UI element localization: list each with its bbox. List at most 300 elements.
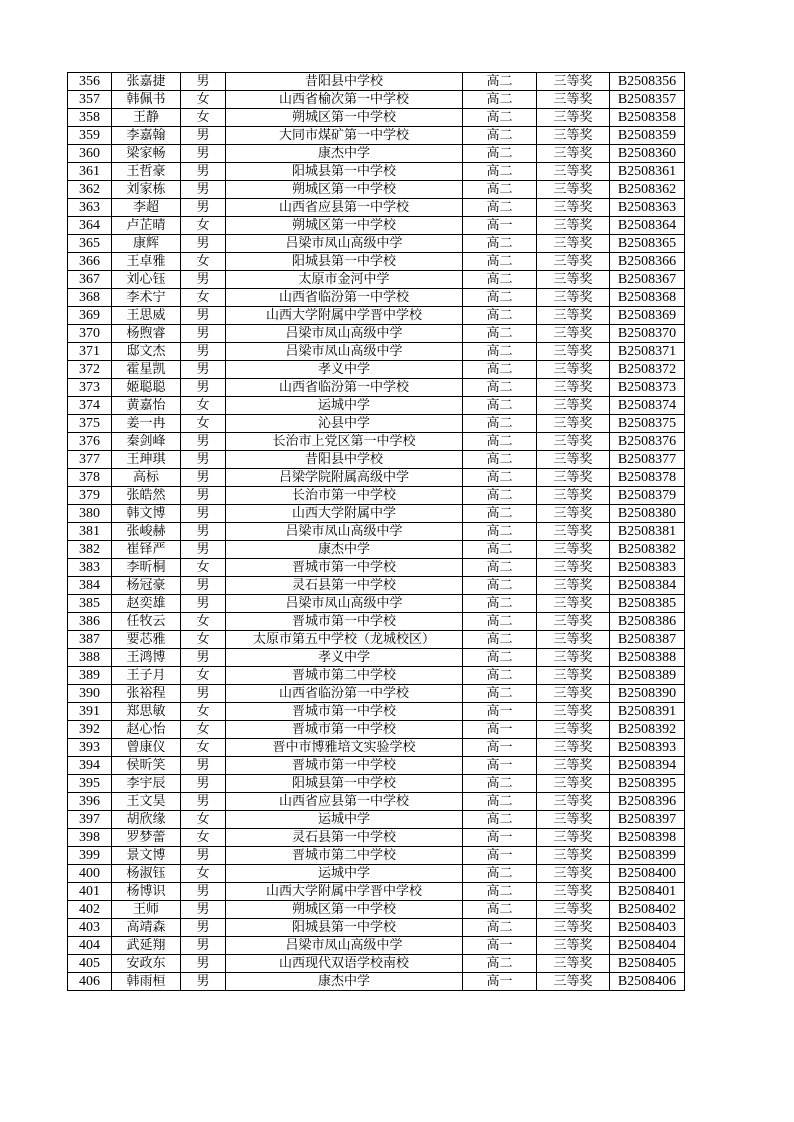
award-cell: 三等奖	[537, 577, 610, 595]
award-cell: 三等奖	[537, 883, 610, 901]
school-cell: 阳城县第一中学校	[226, 775, 463, 793]
gender-cell: 男	[181, 937, 226, 955]
name-cell: 王文昊	[112, 793, 181, 811]
school-cell: 晋城市第二中学校	[226, 847, 463, 865]
gender-cell: 女	[181, 811, 226, 829]
certificate-cell: B2508356	[610, 73, 685, 91]
rank-cell: 401	[68, 883, 112, 901]
certificate-cell: B2508393	[610, 739, 685, 757]
award-cell: 三等奖	[537, 739, 610, 757]
certificate-cell: B2508403	[610, 919, 685, 937]
gender-cell: 女	[181, 703, 226, 721]
certificate-cell: B2508396	[610, 793, 685, 811]
rank-cell: 405	[68, 955, 112, 973]
award-cell: 三等奖	[537, 487, 610, 505]
gender-cell: 女	[181, 631, 226, 649]
name-cell: 黄嘉怡	[112, 397, 181, 415]
gender-cell: 女	[181, 613, 226, 631]
school-cell: 山西大学附属中学晋中学校	[226, 307, 463, 325]
table-row	[68, 433, 685, 451]
grade-cell: 高二	[463, 865, 537, 883]
grade-cell: 高二	[463, 181, 537, 199]
certificate-cell: B2508368	[610, 289, 685, 307]
school-cell: 山西大学附属中学	[226, 505, 463, 523]
name-cell: 王珅琪	[112, 451, 181, 469]
school-cell: 灵石县第一中学校	[226, 577, 463, 595]
gender-cell: 男	[181, 271, 226, 289]
rank-cell: 360	[68, 145, 112, 163]
grade-cell: 高二	[463, 541, 537, 559]
gender-cell: 男	[181, 343, 226, 361]
table-row	[68, 937, 685, 955]
name-cell: 姬聪聪	[112, 379, 181, 397]
certificate-cell: B2508378	[610, 469, 685, 487]
grade-cell: 高二	[463, 91, 537, 109]
name-cell: 王哲豪	[112, 163, 181, 181]
gender-cell: 女	[181, 667, 226, 685]
name-cell: 曾康仪	[112, 739, 181, 757]
grade-cell: 高二	[463, 667, 537, 685]
school-cell: 晋城市第二中学校	[226, 667, 463, 685]
table-row	[68, 721, 685, 739]
award-cell: 三等奖	[537, 685, 610, 703]
school-cell: 晋中市博雅培文实验学校	[226, 739, 463, 757]
gender-cell: 男	[181, 523, 226, 541]
grade-cell: 高一	[463, 757, 537, 775]
gender-cell: 男	[181, 379, 226, 397]
table-row	[68, 775, 685, 793]
school-cell: 阳城县第一中学校	[226, 253, 463, 271]
school-cell: 朔城区第一中学校	[226, 901, 463, 919]
certificate-cell: B2508397	[610, 811, 685, 829]
certificate-cell: B2508364	[610, 217, 685, 235]
grade-cell: 高二	[463, 577, 537, 595]
grade-cell: 高二	[463, 307, 537, 325]
gender-cell: 男	[181, 775, 226, 793]
gender-cell: 男	[181, 577, 226, 595]
table-row	[68, 883, 685, 901]
school-cell: 长治市第一中学校	[226, 487, 463, 505]
award-cell: 三等奖	[537, 181, 610, 199]
grade-cell: 高一	[463, 217, 537, 235]
award-cell: 三等奖	[537, 631, 610, 649]
certificate-cell: B2508373	[610, 379, 685, 397]
school-cell: 晋城市第一中学校	[226, 721, 463, 739]
gender-cell: 女	[181, 829, 226, 847]
rank-cell: 393	[68, 739, 112, 757]
award-cell: 三等奖	[537, 451, 610, 469]
grade-cell: 高二	[463, 397, 537, 415]
name-cell: 王子月	[112, 667, 181, 685]
school-cell: 朔城区第一中学校	[226, 181, 463, 199]
table-row	[68, 703, 685, 721]
name-cell: 王静	[112, 109, 181, 127]
school-cell: 灵石县第一中学校	[226, 829, 463, 847]
grade-cell: 高二	[463, 487, 537, 505]
table-row	[68, 235, 685, 253]
table-row	[68, 271, 685, 289]
grade-cell: 高一	[463, 721, 537, 739]
school-cell: 康杰中学	[226, 541, 463, 559]
table-row	[68, 109, 685, 127]
rank-cell: 358	[68, 109, 112, 127]
certificate-cell: B2508402	[610, 901, 685, 919]
school-cell: 吕梁市凤山高级中学	[226, 595, 463, 613]
school-cell: 昔阳县中学校	[226, 73, 463, 91]
certificate-cell: B2508379	[610, 487, 685, 505]
certificate-cell: B2508399	[610, 847, 685, 865]
certificate-cell: B2508359	[610, 127, 685, 145]
rank-cell: 381	[68, 523, 112, 541]
name-cell: 霍星凯	[112, 361, 181, 379]
rank-cell: 388	[68, 649, 112, 667]
rank-cell: 370	[68, 325, 112, 343]
table-row	[68, 955, 685, 973]
school-cell: 运城中学	[226, 397, 463, 415]
name-cell: 崔铎严	[112, 541, 181, 559]
gender-cell: 男	[181, 361, 226, 379]
grade-cell: 高二	[463, 73, 537, 91]
grade-cell: 高二	[463, 451, 537, 469]
name-cell: 李嘉翰	[112, 127, 181, 145]
award-cell: 三等奖	[537, 325, 610, 343]
name-cell: 侯昕笑	[112, 757, 181, 775]
school-cell: 太原市金河中学	[226, 271, 463, 289]
award-cell: 三等奖	[537, 829, 610, 847]
certificate-cell: B2508367	[610, 271, 685, 289]
grade-cell: 高二	[463, 253, 537, 271]
gender-cell: 男	[181, 685, 226, 703]
award-cell: 三等奖	[537, 955, 610, 973]
school-cell: 山西现代双语学校南校	[226, 955, 463, 973]
grade-cell: 高一	[463, 739, 537, 757]
rank-cell: 363	[68, 199, 112, 217]
gender-cell: 女	[181, 865, 226, 883]
rank-cell: 379	[68, 487, 112, 505]
rank-cell: 362	[68, 181, 112, 199]
certificate-cell: B2508401	[610, 883, 685, 901]
table-row	[68, 685, 685, 703]
certificate-cell: B2508406	[610, 973, 685, 991]
award-cell: 三等奖	[537, 253, 610, 271]
rank-cell: 378	[68, 469, 112, 487]
gender-cell: 女	[181, 91, 226, 109]
rank-cell: 371	[68, 343, 112, 361]
certificate-cell: B2508365	[610, 235, 685, 253]
rank-cell: 394	[68, 757, 112, 775]
table-row	[68, 649, 685, 667]
gender-cell: 女	[181, 721, 226, 739]
table-row	[68, 865, 685, 883]
award-cell: 三等奖	[537, 523, 610, 541]
table-row	[68, 829, 685, 847]
grade-cell: 高二	[463, 811, 537, 829]
table-row	[68, 379, 685, 397]
rank-cell: 385	[68, 595, 112, 613]
table-row	[68, 73, 685, 91]
certificate-cell: B2508380	[610, 505, 685, 523]
rank-cell: 389	[68, 667, 112, 685]
grade-cell: 高二	[463, 109, 537, 127]
gender-cell: 男	[181, 325, 226, 343]
rank-cell: 391	[68, 703, 112, 721]
table-row	[68, 847, 685, 865]
table-row	[68, 577, 685, 595]
rank-cell: 373	[68, 379, 112, 397]
table-row	[68, 901, 685, 919]
name-cell: 张峻赫	[112, 523, 181, 541]
gender-cell: 男	[181, 595, 226, 613]
gender-cell: 女	[181, 559, 226, 577]
name-cell: 胡欣缘	[112, 811, 181, 829]
rank-cell: 397	[68, 811, 112, 829]
certificate-cell: B2508384	[610, 577, 685, 595]
gender-cell: 男	[181, 901, 226, 919]
gender-cell: 男	[181, 919, 226, 937]
certificate-cell: B2508357	[610, 91, 685, 109]
gender-cell: 男	[181, 973, 226, 991]
table-row	[68, 505, 685, 523]
name-cell: 邸文杰	[112, 343, 181, 361]
gender-cell: 女	[181, 217, 226, 235]
certificate-cell: B2508374	[610, 397, 685, 415]
award-cell: 三等奖	[537, 343, 610, 361]
gender-cell: 女	[181, 397, 226, 415]
award-cell: 三等奖	[537, 73, 610, 91]
certificate-cell: B2508363	[610, 199, 685, 217]
gender-cell: 男	[181, 73, 226, 91]
table-row	[68, 469, 685, 487]
rank-cell: 372	[68, 361, 112, 379]
name-cell: 韩文博	[112, 505, 181, 523]
certificate-cell: B2508376	[610, 433, 685, 451]
table-row	[68, 127, 685, 145]
grade-cell: 高一	[463, 829, 537, 847]
gender-cell: 男	[181, 469, 226, 487]
table-row	[68, 397, 685, 415]
award-cell: 三等奖	[537, 667, 610, 685]
name-cell: 要芯雅	[112, 631, 181, 649]
grade-cell: 高二	[463, 379, 537, 397]
rank-cell: 357	[68, 91, 112, 109]
gender-cell: 男	[181, 181, 226, 199]
school-cell: 大同市煤矿第一中学校	[226, 127, 463, 145]
grade-cell: 高一	[463, 703, 537, 721]
award-cell: 三等奖	[537, 397, 610, 415]
table-row	[68, 613, 685, 631]
table-body	[68, 73, 685, 991]
rank-cell: 365	[68, 235, 112, 253]
name-cell: 杨淑钰	[112, 865, 181, 883]
rank-cell: 387	[68, 631, 112, 649]
gender-cell: 男	[181, 235, 226, 253]
rank-cell: 395	[68, 775, 112, 793]
gender-cell: 男	[181, 955, 226, 973]
certificate-cell: B2508391	[610, 703, 685, 721]
grade-cell: 高二	[463, 685, 537, 703]
name-cell: 杨煦睿	[112, 325, 181, 343]
table-row	[68, 451, 685, 469]
rank-cell: 398	[68, 829, 112, 847]
rank-cell: 368	[68, 289, 112, 307]
school-cell: 朔城区第一中学校	[226, 217, 463, 235]
table-row	[68, 181, 685, 199]
table-row	[68, 325, 685, 343]
award-cell: 三等奖	[537, 91, 610, 109]
table-row	[68, 91, 685, 109]
gender-cell: 男	[181, 307, 226, 325]
name-cell: 李昕桐	[112, 559, 181, 577]
grade-cell: 高二	[463, 325, 537, 343]
name-cell: 武延翔	[112, 937, 181, 955]
grade-cell: 高二	[463, 271, 537, 289]
certificate-cell: B2508361	[610, 163, 685, 181]
name-cell: 王思威	[112, 307, 181, 325]
school-cell: 太原市第五中学校（龙城校区）	[226, 631, 463, 649]
gender-cell: 男	[181, 451, 226, 469]
rank-cell: 361	[68, 163, 112, 181]
gender-cell: 男	[181, 487, 226, 505]
certificate-cell: B2508375	[610, 415, 685, 433]
table-row	[68, 667, 685, 685]
certificate-cell: B2508405	[610, 955, 685, 973]
certificate-cell: B2508358	[610, 109, 685, 127]
gender-cell: 男	[181, 127, 226, 145]
certificate-cell: B2508388	[610, 649, 685, 667]
grade-cell: 高二	[463, 127, 537, 145]
name-cell: 王师	[112, 901, 181, 919]
gender-cell: 女	[181, 289, 226, 307]
name-cell: 韩雨桓	[112, 973, 181, 991]
certificate-cell: B2508387	[610, 631, 685, 649]
award-cell: 三等奖	[537, 199, 610, 217]
gender-cell: 男	[181, 883, 226, 901]
school-cell: 山西省榆次第一中学校	[226, 91, 463, 109]
grade-cell: 高二	[463, 505, 537, 523]
grade-cell: 高二	[463, 235, 537, 253]
award-cell: 三等奖	[537, 703, 610, 721]
name-cell: 高标	[112, 469, 181, 487]
school-cell: 山西省应县第一中学校	[226, 199, 463, 217]
school-cell: 晋城市第一中学校	[226, 559, 463, 577]
award-cell: 三等奖	[537, 559, 610, 577]
award-cell: 三等奖	[537, 757, 610, 775]
name-cell: 王卓雅	[112, 253, 181, 271]
rank-cell: 386	[68, 613, 112, 631]
grade-cell: 高一	[463, 973, 537, 991]
award-cell: 三等奖	[537, 595, 610, 613]
name-cell: 刘心钰	[112, 271, 181, 289]
name-cell: 罗梦蕾	[112, 829, 181, 847]
rank-cell: 406	[68, 973, 112, 991]
grade-cell: 高二	[463, 199, 537, 217]
school-cell: 吕梁学院附属高级中学	[226, 469, 463, 487]
results-table	[67, 72, 685, 991]
rank-cell: 384	[68, 577, 112, 595]
gender-cell: 男	[181, 433, 226, 451]
name-cell: 安政东	[112, 955, 181, 973]
name-cell: 张嘉捷	[112, 73, 181, 91]
certificate-cell: B2508370	[610, 325, 685, 343]
name-cell: 李超	[112, 199, 181, 217]
award-cell: 三等奖	[537, 235, 610, 253]
rank-cell: 382	[68, 541, 112, 559]
certificate-cell: B2508383	[610, 559, 685, 577]
school-cell: 康杰中学	[226, 973, 463, 991]
school-cell: 山西省临汾第一中学校	[226, 289, 463, 307]
grade-cell: 高二	[463, 415, 537, 433]
certificate-cell: B2508392	[610, 721, 685, 739]
award-cell: 三等奖	[537, 901, 610, 919]
certificate-cell: B2508381	[610, 523, 685, 541]
school-cell: 吕梁市凤山高级中学	[226, 343, 463, 361]
rank-cell: 374	[68, 397, 112, 415]
award-cell: 三等奖	[537, 109, 610, 127]
grade-cell: 高二	[463, 613, 537, 631]
grade-cell: 高二	[463, 433, 537, 451]
certificate-cell: B2508394	[610, 757, 685, 775]
school-cell: 晋城市第一中学校	[226, 613, 463, 631]
name-cell: 赵心怡	[112, 721, 181, 739]
award-cell: 三等奖	[537, 793, 610, 811]
school-cell: 昔阳县中学校	[226, 451, 463, 469]
rank-cell: 380	[68, 505, 112, 523]
table-row	[68, 361, 685, 379]
rank-cell: 392	[68, 721, 112, 739]
grade-cell: 高一	[463, 847, 537, 865]
school-cell: 朔城区第一中学校	[226, 109, 463, 127]
rank-cell: 356	[68, 73, 112, 91]
school-cell: 孝义中学	[226, 361, 463, 379]
school-cell: 运城中学	[226, 811, 463, 829]
school-cell: 阳城县第一中学校	[226, 919, 463, 937]
gender-cell: 男	[181, 649, 226, 667]
award-cell: 三等奖	[537, 433, 610, 451]
certificate-cell: B2508404	[610, 937, 685, 955]
gender-cell: 女	[181, 739, 226, 757]
name-cell: 赵奕雄	[112, 595, 181, 613]
name-cell: 康辉	[112, 235, 181, 253]
award-cell: 三等奖	[537, 775, 610, 793]
rank-cell: 359	[68, 127, 112, 145]
table-row	[68, 595, 685, 613]
grade-cell: 高二	[463, 919, 537, 937]
award-cell: 三等奖	[537, 145, 610, 163]
rank-cell: 399	[68, 847, 112, 865]
name-cell: 张裕程	[112, 685, 181, 703]
award-cell: 三等奖	[537, 811, 610, 829]
rank-cell: 375	[68, 415, 112, 433]
certificate-cell: B2508400	[610, 865, 685, 883]
name-cell: 李术宁	[112, 289, 181, 307]
table-row	[68, 973, 685, 991]
award-cell: 三等奖	[537, 361, 610, 379]
table-row	[68, 919, 685, 937]
certificate-cell: B2508366	[610, 253, 685, 271]
school-cell: 阳城县第一中学校	[226, 163, 463, 181]
certificate-cell: B2508398	[610, 829, 685, 847]
school-cell: 晋城市第一中学校	[226, 757, 463, 775]
grade-cell: 高二	[463, 649, 537, 667]
award-cell: 三等奖	[537, 649, 610, 667]
gender-cell: 女	[181, 415, 226, 433]
gender-cell: 男	[181, 541, 226, 559]
school-cell: 吕梁市凤山高级中学	[226, 235, 463, 253]
grade-cell: 高二	[463, 163, 537, 181]
school-cell: 山西省临汾第一中学校	[226, 379, 463, 397]
certificate-cell: B2508377	[610, 451, 685, 469]
certificate-cell: B2508390	[610, 685, 685, 703]
